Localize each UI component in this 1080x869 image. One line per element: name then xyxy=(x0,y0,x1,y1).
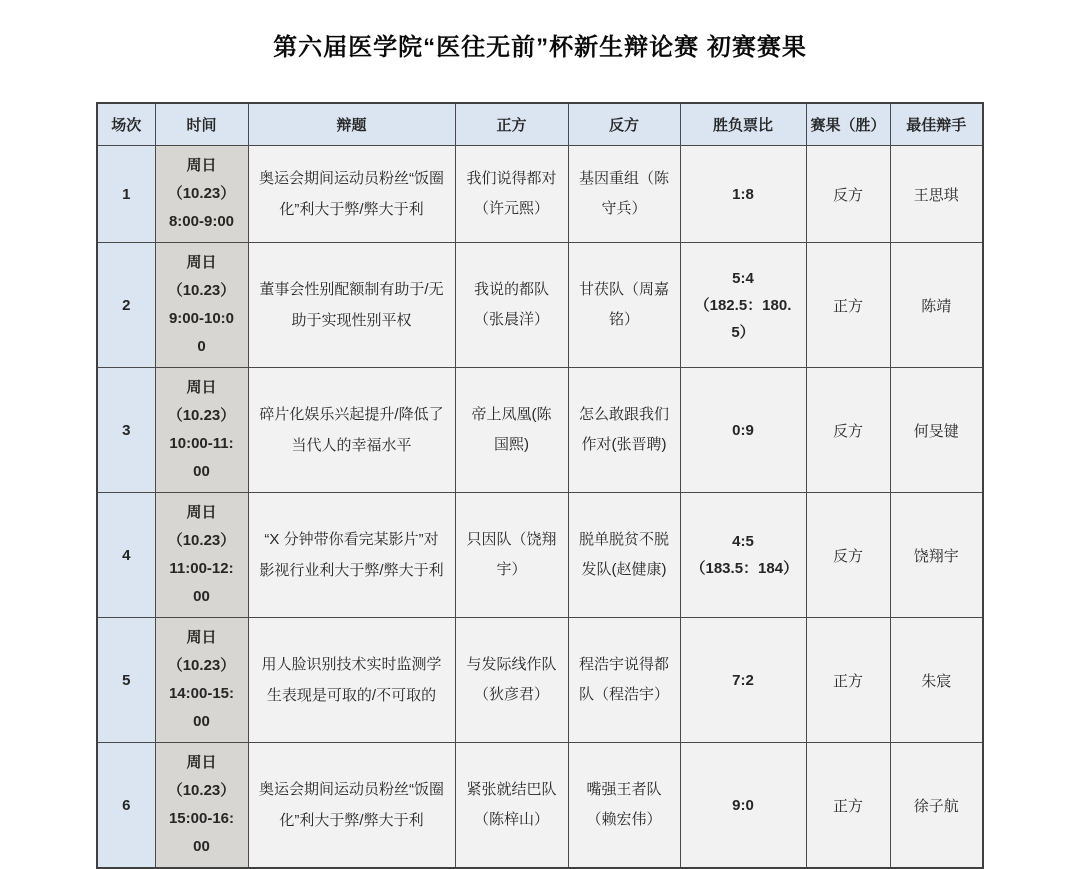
table-row xyxy=(97,618,983,743)
time-cell xyxy=(155,146,248,243)
result-cell: 正方 xyxy=(806,618,890,743)
score-cell xyxy=(680,618,806,743)
time-slot: 8:00-9:00 xyxy=(168,213,235,230)
con-team-cell: 程浩宇说得都队（程浩宇） xyxy=(568,618,680,743)
table-row xyxy=(97,368,983,493)
time-date: （10.23） xyxy=(167,532,236,549)
session-cell: 3 xyxy=(97,368,155,493)
time-day: 周日 xyxy=(186,254,217,271)
pro-team-cell: 紧张就结巴队（陈梓山） xyxy=(455,743,568,869)
session-cell: 1 xyxy=(97,146,155,243)
score-cell xyxy=(680,743,806,869)
table-row xyxy=(97,243,983,368)
session-cell: 6 xyxy=(97,743,155,869)
score-value: 5:4 xyxy=(732,269,754,287)
score-value: 4:5 xyxy=(732,533,754,550)
result-cell: 反方 xyxy=(806,146,890,243)
topic-cell: 奥运会期间运动员粉丝“饭圈化”利大于弊/弊大于利 xyxy=(248,146,455,243)
column-header-session: 场次 xyxy=(97,103,155,146)
time-slot: 11:00-12:00 xyxy=(169,560,234,605)
column-header-time: 时间 xyxy=(155,103,248,146)
result-cell: 正方 xyxy=(806,243,890,368)
con-team-cell: 嘴强王者队（赖宏伟） xyxy=(568,743,680,869)
time-date: （10.23） xyxy=(167,407,236,424)
topic-cell: 奥运会期间运动员粉丝“饭圈化”利大于弊/弊大于利 xyxy=(248,743,455,869)
time-slot: 15:00-16:00 xyxy=(168,810,235,855)
column-header-best-debater: 最佳辩手 xyxy=(890,103,983,146)
time-date: （10.23） xyxy=(167,657,236,674)
topic-cell: 碎片化娱乐兴起提升/降低了当代人的幸福水平 xyxy=(248,368,455,493)
result-cell: 正方 xyxy=(806,743,890,869)
con-team-cell: 基因重组（陈守兵） xyxy=(568,146,680,243)
session-cell: 5 xyxy=(97,618,155,743)
score-cell xyxy=(680,146,806,243)
column-header-con: 反方 xyxy=(568,103,680,146)
time-slot: 10:00-11:00 xyxy=(169,435,234,480)
time-cell xyxy=(155,243,248,368)
result-cell: 反方 xyxy=(806,493,890,618)
column-header-pro: 正方 xyxy=(455,103,568,146)
column-header-result: 赛果（胜） xyxy=(806,103,890,146)
pro-team-cell: 帝上凤凰(陈国熙) xyxy=(455,368,568,493)
time-cell xyxy=(155,368,248,493)
con-team-cell: 甘茯队（周嘉铭） xyxy=(568,243,680,368)
table-row xyxy=(97,146,983,243)
score-value: 7:2 xyxy=(732,671,754,689)
best-debater-cell: 朱宸 xyxy=(890,618,983,743)
time-cell xyxy=(155,618,248,743)
page-title: 第六届医学院“医往无前”杯新生辩论赛 初赛赛果 xyxy=(273,34,807,61)
results-table xyxy=(96,102,984,869)
score-cell xyxy=(680,243,806,368)
time-cell xyxy=(155,743,248,869)
score-detail: （182.5：180.5） xyxy=(694,296,792,341)
column-header-score: 胜负票比 xyxy=(680,103,806,146)
score-cell xyxy=(680,493,806,618)
time-slot: 9:00-10:00 xyxy=(168,310,235,355)
con-team-cell: 怎么敢跟我们作对(张晋聘) xyxy=(568,368,680,493)
topic-cell: “X 分钟带你看完某影片”对影视行业利大于弊/弊大于利 xyxy=(248,493,455,618)
time-date: （10.23） xyxy=(167,282,236,299)
pro-team-cell: 我们说得都对（许元熙） xyxy=(455,146,568,243)
score-value: 1:8 xyxy=(732,185,754,203)
topic-cell: 董事会性别配额制有助于/无助于实现性别平权 xyxy=(248,243,455,368)
best-debater-cell: 饶翔宇 xyxy=(890,493,983,618)
header-row xyxy=(97,103,983,146)
result-cell: 反方 xyxy=(806,368,890,493)
time-day: 周日 xyxy=(186,754,217,771)
column-header-topic: 辩题 xyxy=(248,103,455,146)
table-row xyxy=(97,743,983,869)
table-row xyxy=(97,493,983,618)
best-debater-cell: 徐子航 xyxy=(890,743,983,869)
best-debater-cell: 王思琪 xyxy=(890,146,983,243)
time-day: 周日 xyxy=(186,157,217,174)
time-day: 周日 xyxy=(186,629,217,646)
time-day: 周日 xyxy=(186,379,217,396)
score-cell xyxy=(680,368,806,493)
score-detail: （183.5：184） xyxy=(690,560,799,577)
time-slot: 14:00-15:00 xyxy=(168,685,235,730)
best-debater-cell: 陈靖 xyxy=(890,243,983,368)
time-date: （10.23） xyxy=(167,782,236,799)
time-day: 周日 xyxy=(186,504,217,521)
time-date: （10.23） xyxy=(167,185,236,202)
con-team-cell: 脱单脱贫不脱发队(赵健康) xyxy=(568,493,680,618)
pro-team-cell: 与发际线作队（狄彦君） xyxy=(455,618,568,743)
session-cell: 2 xyxy=(97,243,155,368)
topic-cell: 用人脸识别技术实时监测学生表现是可取的/不可取的 xyxy=(248,618,455,743)
pro-team-cell: 我说的都队（张晨洋） xyxy=(455,243,568,368)
time-cell xyxy=(155,493,248,618)
score-value: 9:0 xyxy=(732,796,754,814)
session-cell: 4 xyxy=(97,493,155,618)
pro-team-cell: 只因队（饶翔宇） xyxy=(455,493,568,618)
score-value: 0:9 xyxy=(732,421,754,439)
best-debater-cell: 何旻键 xyxy=(890,368,983,493)
